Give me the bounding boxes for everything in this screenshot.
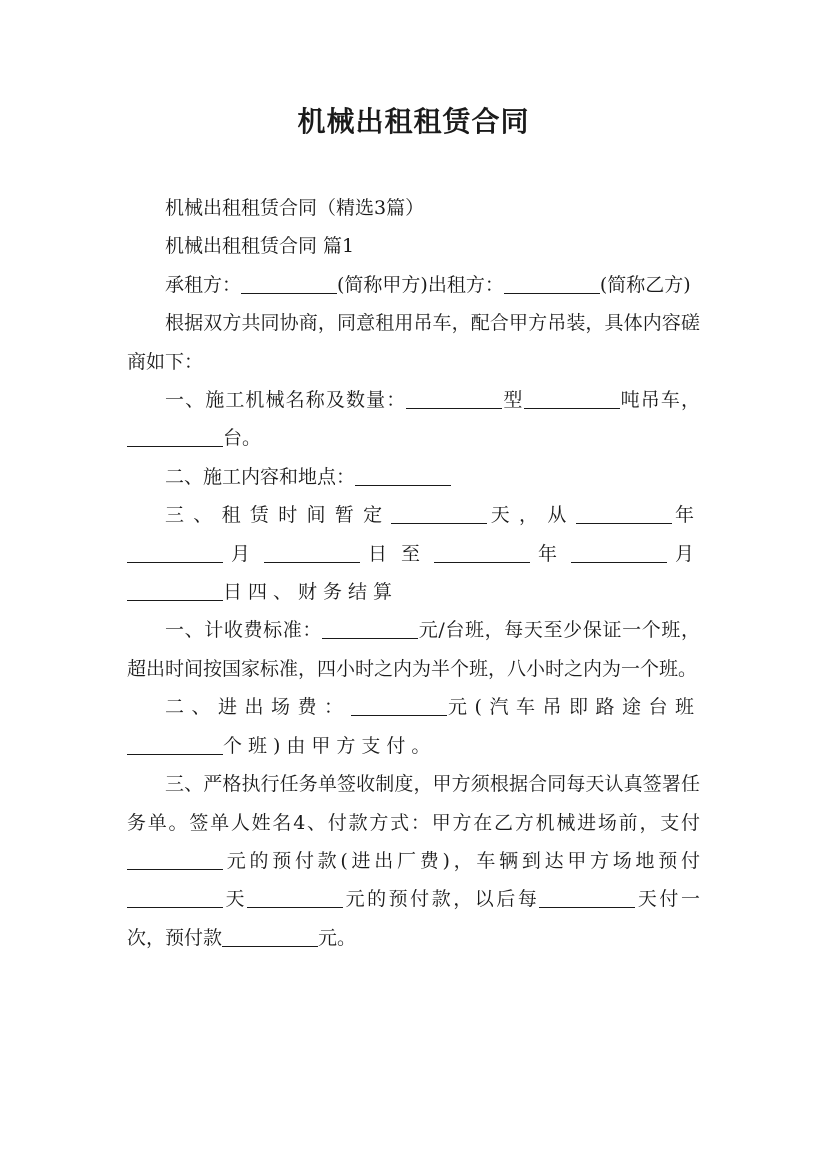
fill-in-blank: [222, 927, 318, 947]
fill-in-blank: [391, 504, 487, 524]
fill-in-blank: [127, 888, 223, 908]
fill-in-blank: [571, 543, 667, 563]
fill-in-blank: [406, 389, 502, 409]
paragraph-8: 一、计收费标准： 元/台班，每天至少保证一个班，超出时间按国家标准，四小时之内为半个班，八小时之内为一个班。: [127, 619, 700, 680]
fill-in-blank: [434, 543, 530, 563]
fill-in-blank: [351, 696, 447, 716]
paragraph-10: 三、严格执行任务单签收制度，甲方须根据合同每天认真签署任务单。签单人姓名4、付款方式：甲方在乙方机械进场前，支付元的预付款(进出厂费)，车辆到达甲方场地预付天 元的预付款，以后每 天付一次，预付款 元。: [127, 773, 700, 949]
document-body: [127, 189, 700, 957]
paragraph-3: 承租方： (简称甲方)出租方： (简称乙方): [165, 273, 691, 296]
fill-in-blank: [127, 735, 223, 755]
fill-in-blank: [241, 274, 337, 294]
paragraph-4: 根据双方共同协商，同意租用吊车，配合甲方吊装，具体内容磋商如下：: [127, 312, 700, 373]
paragraph-6: 二、施工内容和地点：: [127, 458, 700, 496]
fill-in-blank: [576, 504, 672, 524]
fill-in-blank: [264, 543, 360, 563]
fill-in-blank: [504, 274, 600, 294]
paragraph-7: 三、租赁时间暂定 天，从 年月 日至 年 月日四、财务结算: [127, 496, 700, 611]
paragraph-1: 机械出租租赁合同（精选3篇）: [165, 197, 425, 219]
fill-in-blank: [524, 389, 620, 409]
paragraph-5: 一、施工机械名称及数量： 型 吨吊车，台。: [127, 381, 700, 458]
fill-in-blank: [322, 619, 418, 639]
paragraph-9: 二、进出场费： 元(汽车吊即路途台班个班)由甲方支付。: [127, 688, 700, 765]
fill-in-blank: [539, 888, 635, 908]
fill-in-blank: [127, 581, 223, 601]
document-title: 机械出租租赁合同: [297, 105, 530, 138]
fill-in-blank: [247, 888, 343, 908]
fill-in-blank: [127, 850, 223, 870]
fill-in-blank: [355, 466, 451, 486]
paragraph-2: 机械出租租赁合同 篇1: [165, 235, 355, 258]
fill-in-blank: [127, 543, 223, 563]
fill-in-blank: [127, 427, 223, 447]
